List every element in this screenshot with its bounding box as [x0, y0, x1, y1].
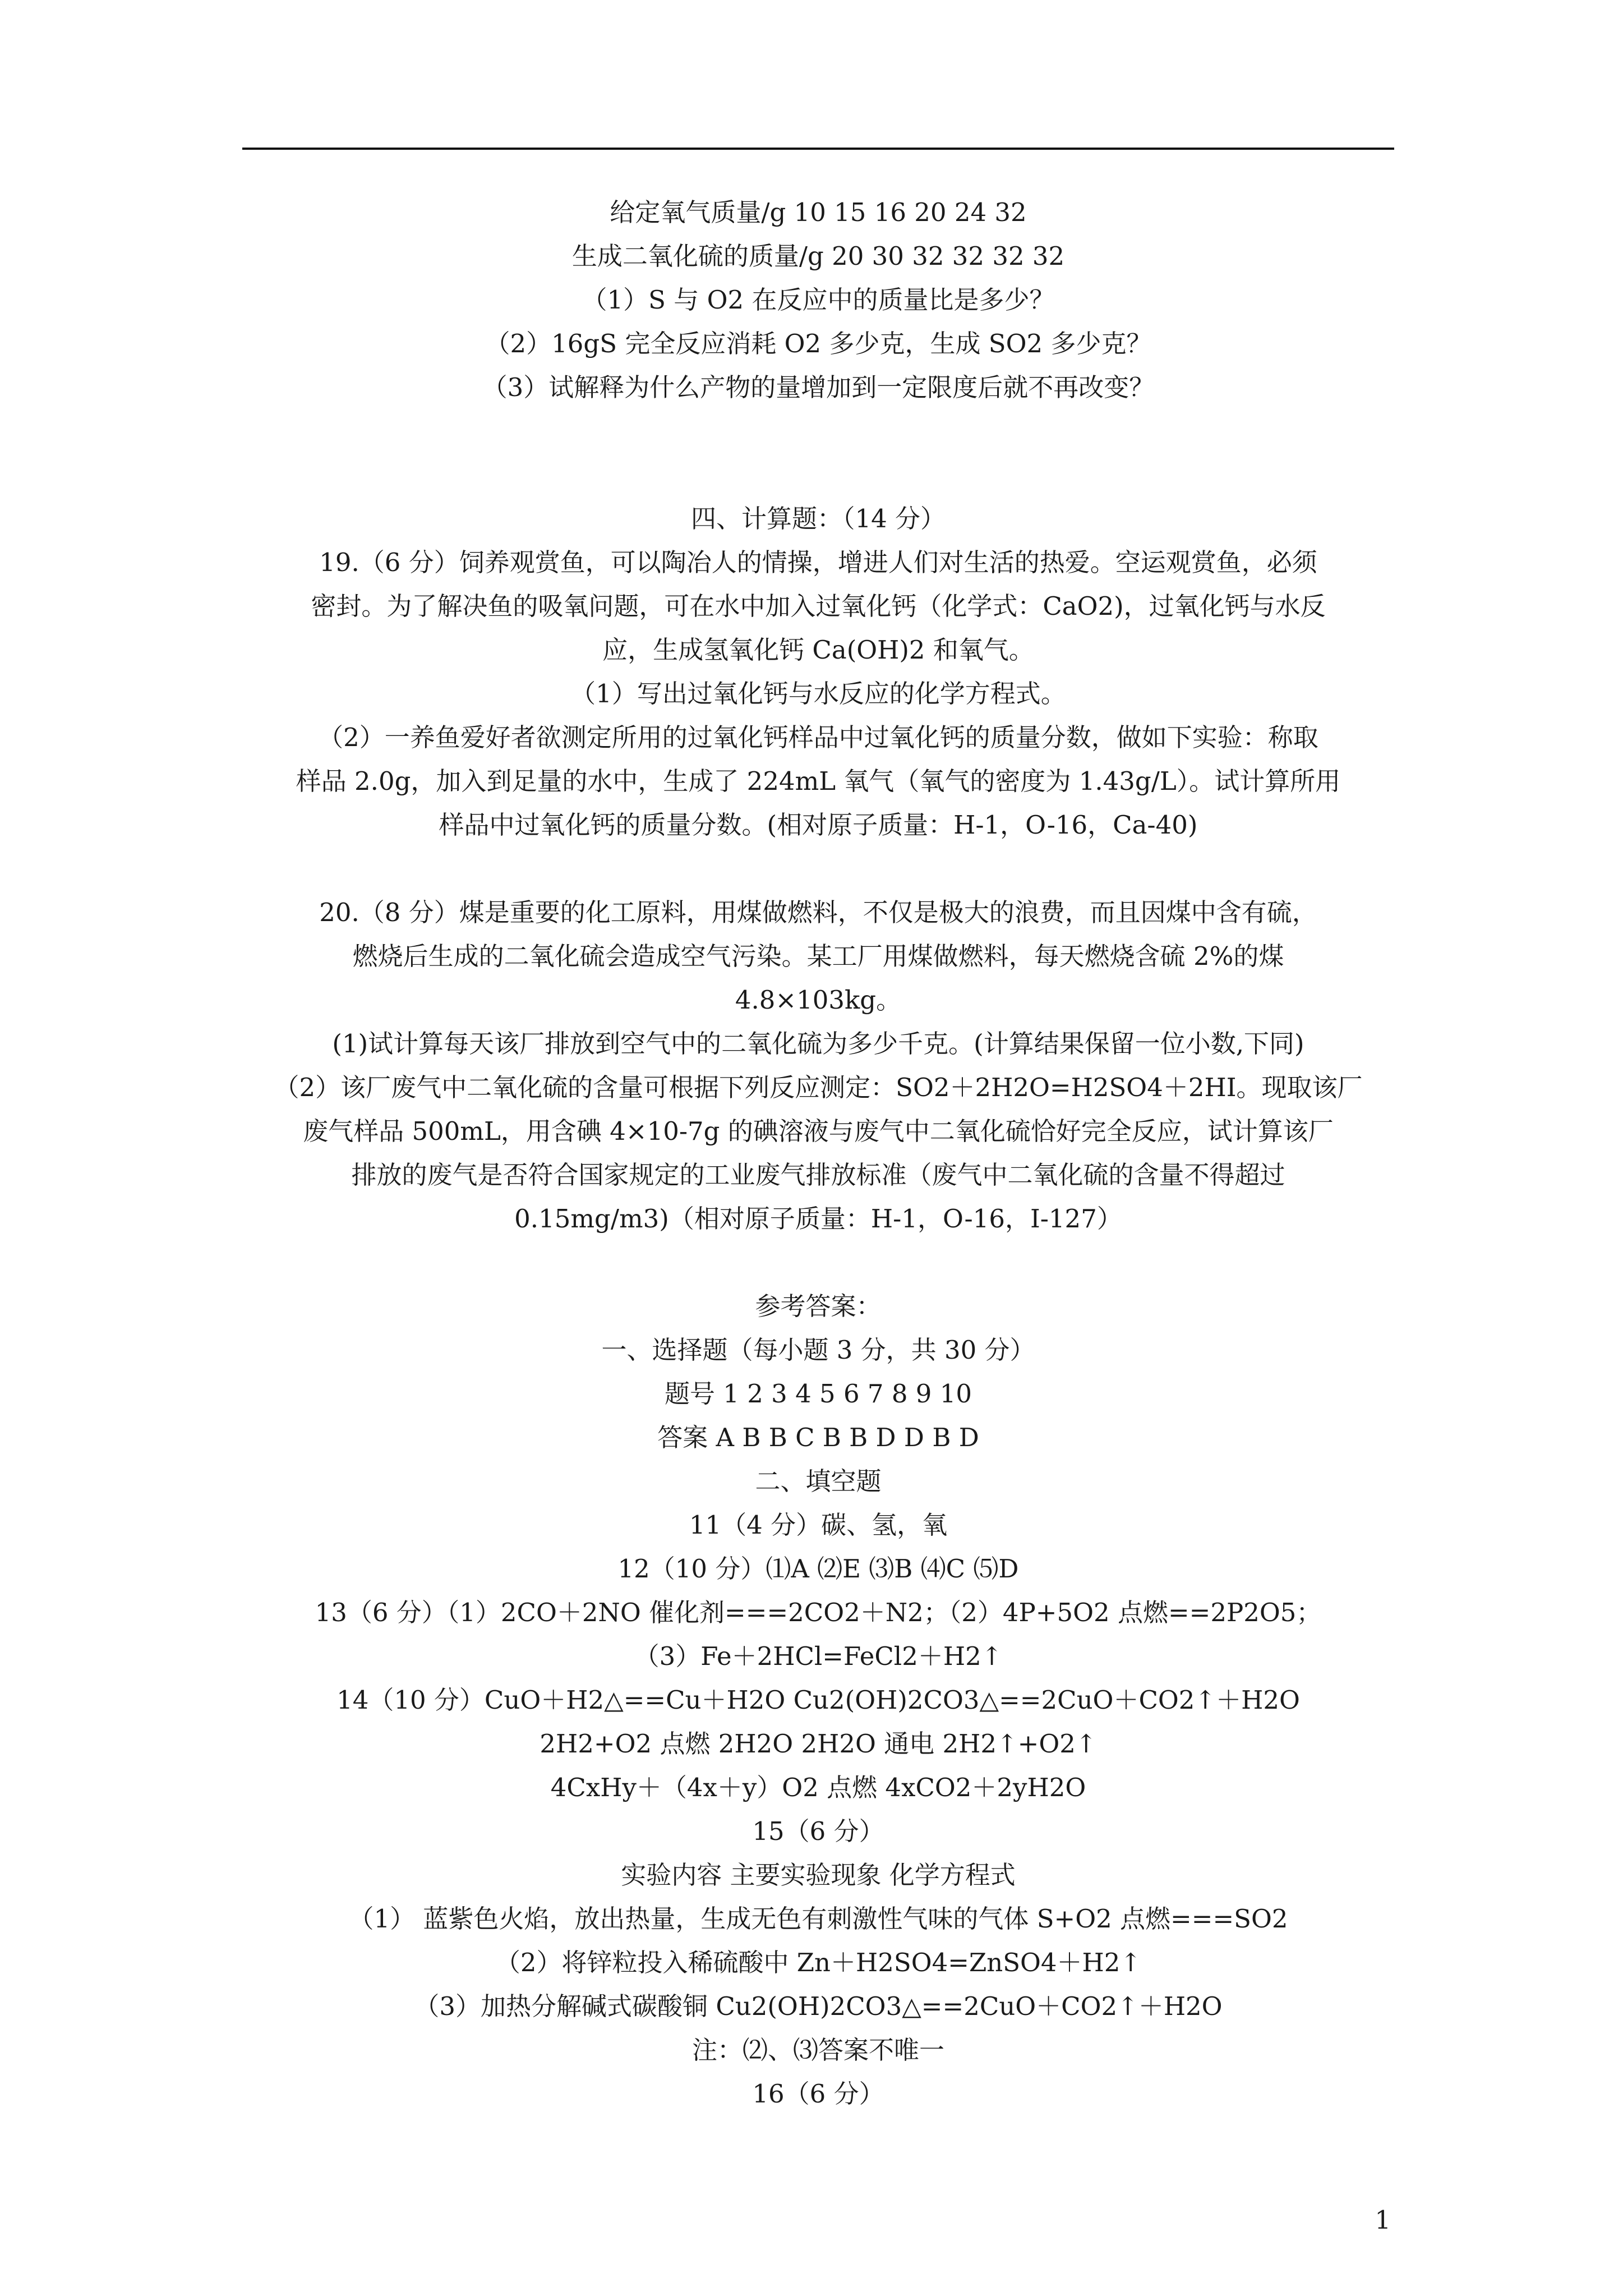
- text-line: 参考答案：: [755, 1291, 882, 1321]
- text-line: 2H2+O2 点燃 2H2O 2H2O 通电 2H2↑+O2↑: [540, 1729, 1097, 1759]
- text-line: 4CxHy＋（4x＋y）O2 点燃 4xCO2＋2yH2O: [550, 1773, 1086, 1802]
- text-line: 样品中过氧化钙的质量分数。(相对原子质量：H-1，O-16，Ca-40): [439, 810, 1198, 840]
- text-line: （2）将锌粒投入稀硫酸中 Zn＋H2SO4=ZnSO4＋H2↑: [495, 1948, 1142, 1977]
- text-line: 14（10 分）CuO＋H2△==Cu＋H2O Cu2(OH)2CO3△==2CuO＋CO2↑＋H2O: [336, 1685, 1300, 1715]
- text-line: （1）S 与 O2 在反应中的质量比是多少？: [582, 285, 1055, 315]
- text-line: 样品 2.0g，加入到足量的水中，生成了 224mL 氧气（氧气的密度为 1.43g/L）。试计算所用: [296, 766, 1341, 796]
- text-line: 生成二氧化硫的质量/g 20 30 32 32 32 32: [571, 241, 1065, 271]
- header-rule: [242, 148, 1394, 150]
- text-line: 0.15mg/m3)（相对原子质量：H-1，O-16，I-127）: [514, 1204, 1122, 1234]
- text-line: （2）一养鱼爱好者欲测定所用的过氧化钙样品中过氧化钙的质量分数，做如下实验：称取: [318, 723, 1318, 752]
- text-line: 16（6 分）: [752, 2079, 884, 2109]
- text-line: （3）Fe＋2HCl=FeCl2＋H2↑: [634, 1641, 1003, 1671]
- text-line: 二、填空题: [755, 1466, 882, 1496]
- text-line: 实验内容 主要实验现象 化学方程式: [621, 1860, 1016, 1890]
- text-line: （1）写出过氧化钙与水反应的化学方程式。: [570, 679, 1066, 708]
- text-line: 废气样品 500mL，用含碘 4×10-7g 的碘溶液与废气中二氧化硫恰好完全反应，试计算该厂: [303, 1116, 1334, 1146]
- spacer: [242, 847, 1394, 891]
- text-line: 密封。为了解决鱼的吸氧问题，可在水中加入过氧化钙（化学式：CaO2)，过氧化钙与水反: [311, 591, 1326, 621]
- text-line: （3）加热分解碱式碳酸铜 Cu2(OH)2CO3△==2CuO＋CO2↑＋H2O: [414, 1991, 1223, 2021]
- text-line: 15（6 分）: [752, 1816, 884, 1846]
- text-line: 燃烧后生成的二氧化硫会造成空气污染。某工厂用煤做燃料，每天燃烧含硫 2%的煤: [352, 941, 1284, 971]
- text-line: 20.（8 分）煤是重要的化工原料，用煤做燃料，不仅是极大的浪费，而且因煤中含有硫，: [319, 898, 1317, 927]
- text-line: 13（6 分）（1）2CO＋2NO 催化剂===2CO2＋N2；（2）4P+5O2 点燃==2P2O5；: [315, 1598, 1322, 1627]
- text-line: 排放的废气是否符合国家规定的工业废气排放标准（废气中二氧化硫的含量不得超过: [351, 1160, 1285, 1190]
- spacer: [242, 409, 1394, 497]
- document-body: [242, 191, 1394, 2116]
- text-line: 12（10 分）⑴A ⑵E ⑶B ⑷C ⑸D: [617, 1554, 1019, 1584]
- text-line: 11（4 分）碳、氢，氧: [689, 1510, 948, 1540]
- text-line: 四、计算题：（14 分）: [690, 504, 946, 533]
- text-line: 给定氧气质量/g 10 15 16 20 24 32: [610, 197, 1027, 227]
- spacer: [242, 1241, 1394, 1285]
- text-line: 答案 A B B C B B D D B D: [657, 1423, 979, 1452]
- text-line: 19.（6 分）饲养观赏鱼，可以陶冶人的情操，增进人们对生活的热爱。空运观赏鱼，必须: [319, 547, 1317, 577]
- text-line: （2）该厂废气中二氧化硫的含量可根据下列反应测定：SO2＋2H2O=H2SO4＋2HI。现取该厂: [274, 1073, 1363, 1102]
- text-line: 题号 1 2 3 4 5 6 7 8 9 10: [665, 1379, 972, 1409]
- text-line: (1)试计算每天该厂排放到空气中的二氧化硫为多少千克。(计算结果保留一位小数,下同): [332, 1029, 1304, 1059]
- text-line: 一、选择题（每小题 3 分，共 30 分）: [601, 1335, 1035, 1365]
- text-line: （1） 蓝紫色火焰，放出热量，生成无色有刺激性气味的气体 S+O2 点燃===SO2: [348, 1904, 1288, 1934]
- text-line: （3）试解释为什么产物的量增加到一定限度后就不再改变？: [482, 372, 1155, 402]
- text-line: （2）16gS 完全反应消耗 O2 多少克，生成 SO2 多少克？: [485, 329, 1152, 358]
- page-number: 1: [1375, 2205, 1391, 2235]
- text-line: 4.8×103kg。: [735, 985, 902, 1015]
- text-line: 应，生成氢氧化钙 Ca(OH)2 和氧气。: [602, 635, 1034, 665]
- text-line: 注：⑵、⑶答案不唯一: [691, 2035, 944, 2065]
